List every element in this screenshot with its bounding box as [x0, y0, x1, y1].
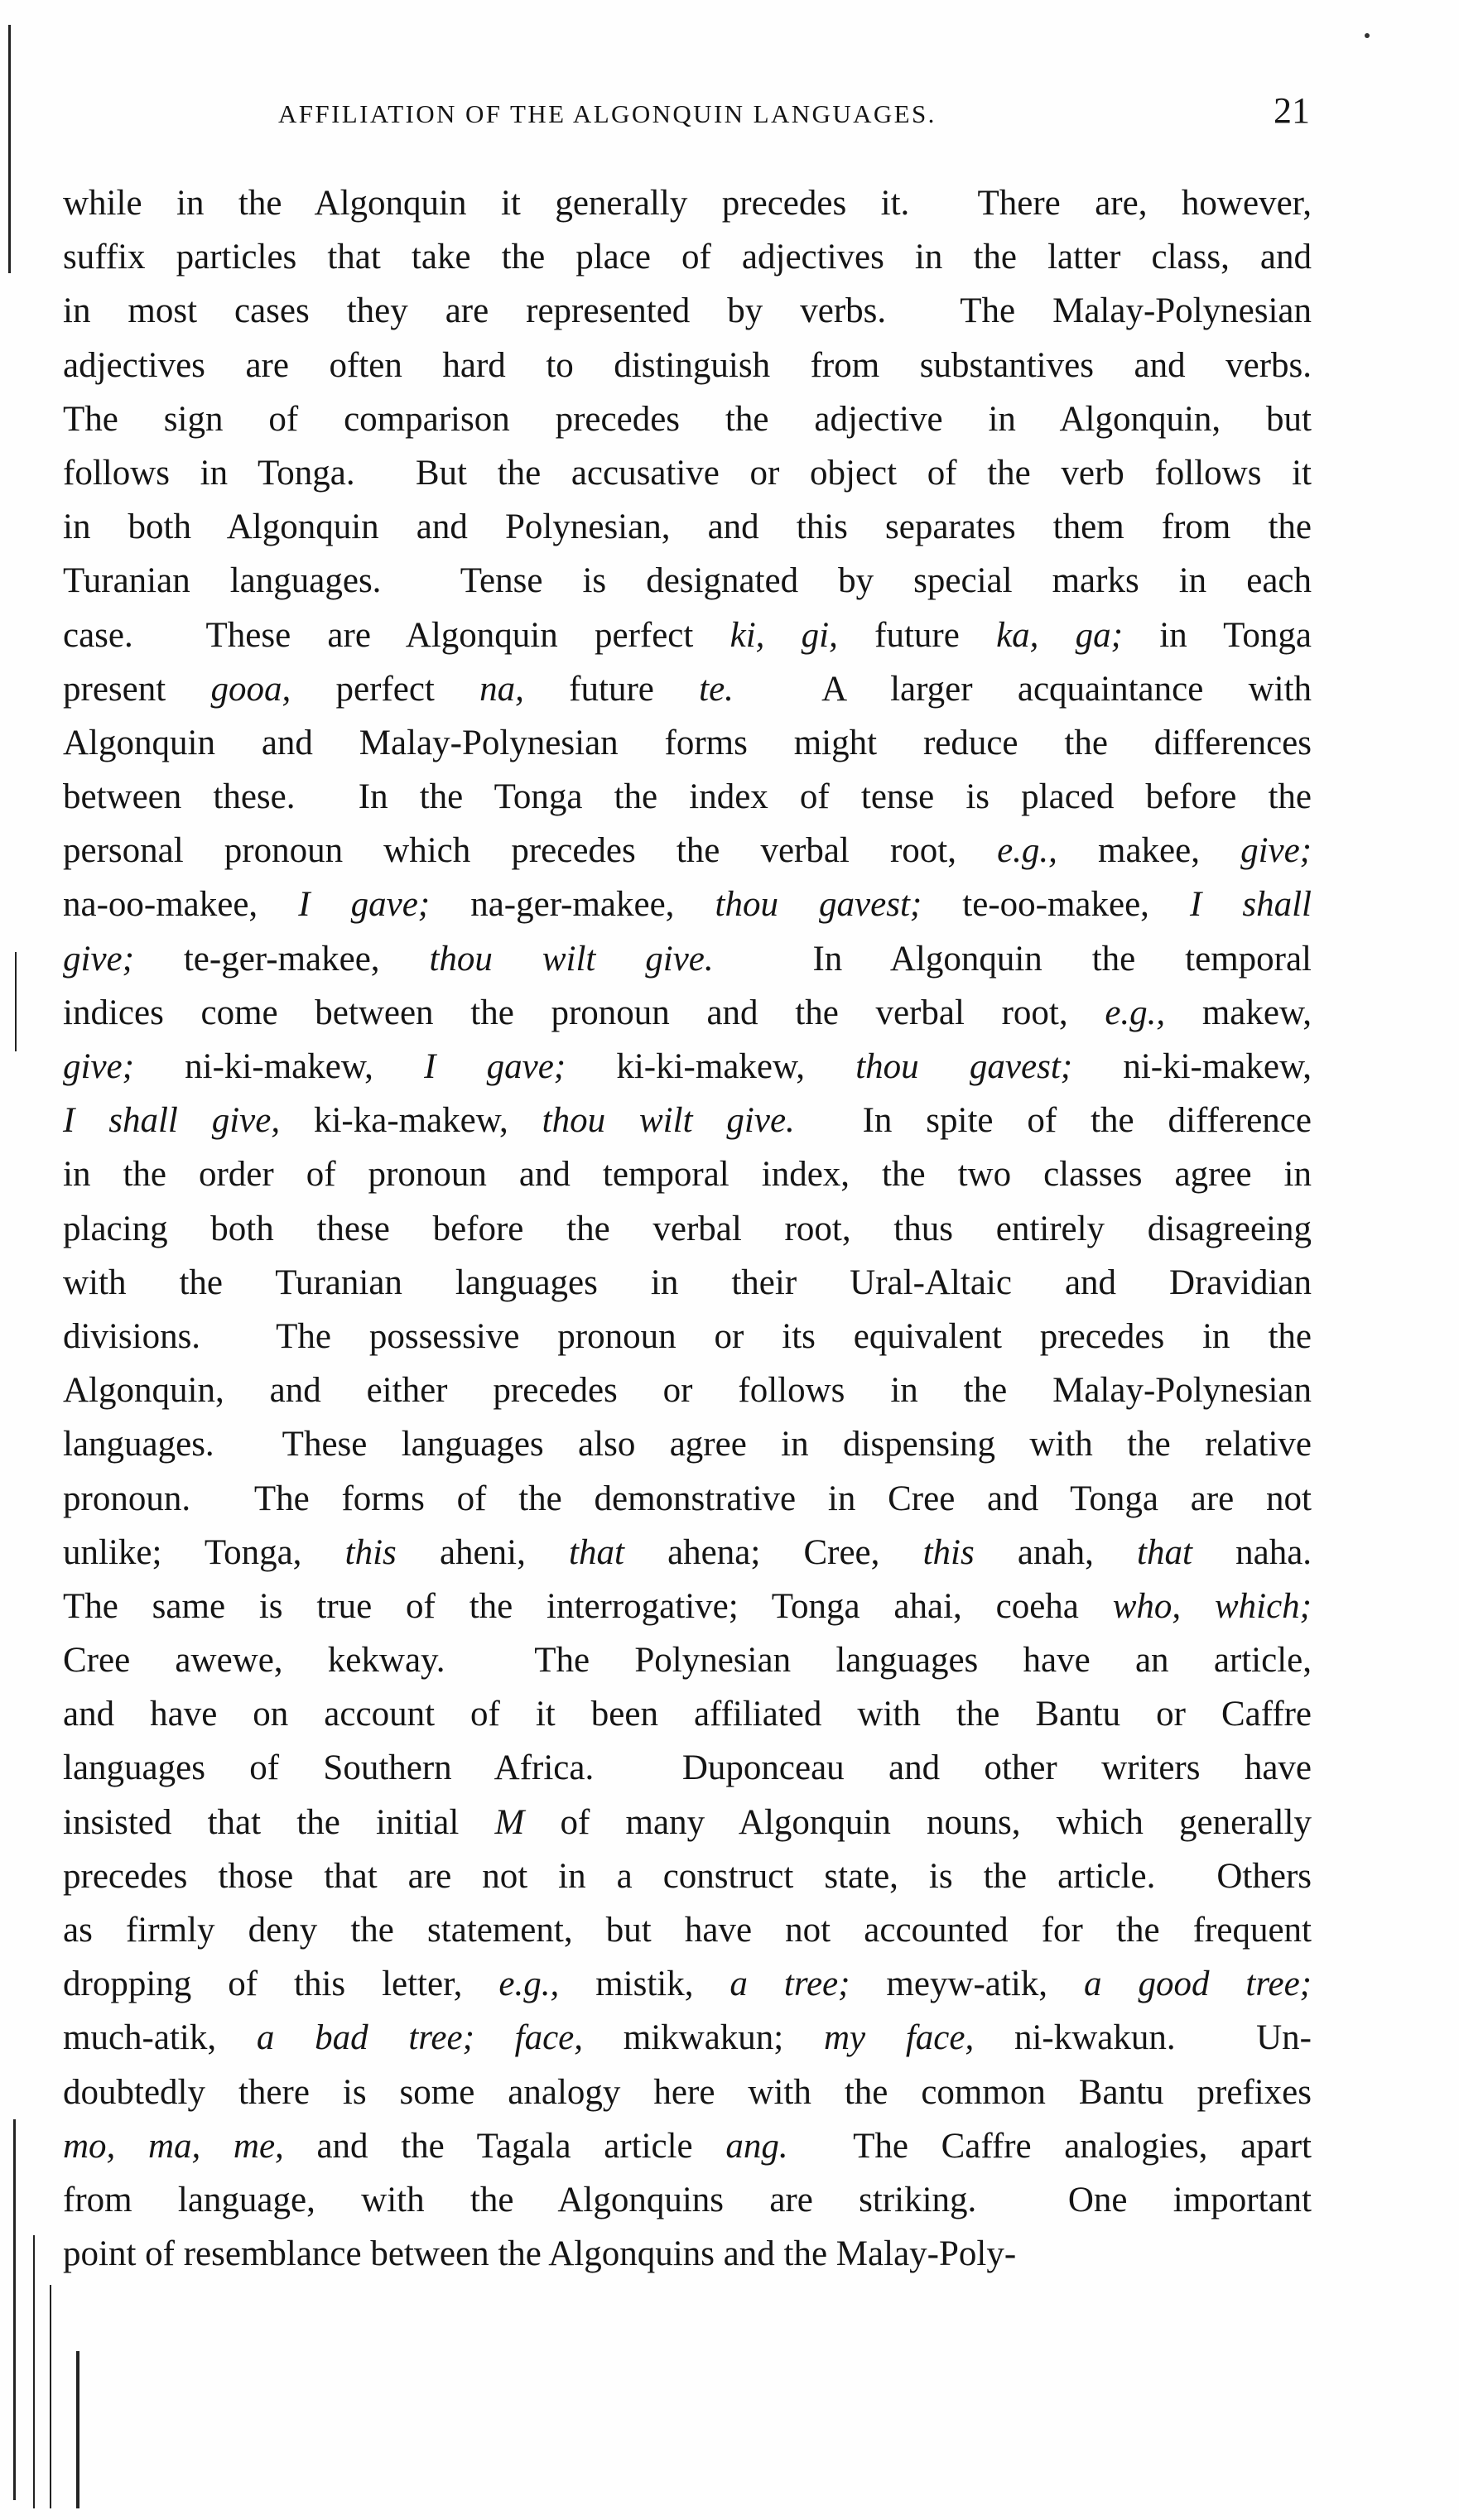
- italic-text-run: gooa,: [210, 669, 291, 709]
- text-line: [63, 1580, 1312, 1633]
- italic-text-run: ang.: [725, 2126, 788, 2166]
- text-run: Turanian languages. Tense is designated by special marks in each: [63, 561, 1312, 601]
- text-line: [63, 1687, 1312, 1741]
- text-run: Algonquin, and either precedes or follows in the Malay-Polynesian: [63, 1371, 1312, 1411]
- text-line: [63, 339, 1312, 392]
- body-text: [63, 176, 1312, 2281]
- italic-text-run: give;: [63, 939, 134, 979]
- text-line: [63, 2227, 1312, 2281]
- italic-text-run: who, which;: [1112, 1586, 1312, 1626]
- text-run: suffix particles that take the place of adjectives in the latter class, and: [63, 238, 1312, 277]
- italic-text-run: I gave;: [424, 1047, 566, 1086]
- italic-text-run: thou gavest;: [715, 885, 922, 925]
- text-run: ni-ki-makew,: [133, 1047, 425, 1086]
- italic-text-run: that: [1137, 1532, 1192, 1572]
- italic-text-run: te.: [699, 669, 734, 709]
- italic-text-run: a good tree;: [1084, 1965, 1312, 2004]
- text-line: [63, 932, 1312, 986]
- text-run: of many Algonquin nouns, which generally: [524, 1802, 1312, 1842]
- italic-text-run: this: [344, 1532, 397, 1572]
- italic-text-run: I shall give,: [63, 1101, 281, 1141]
- text-run: in both Algonquin and Polynesian, and this separates them from the: [63, 507, 1312, 547]
- text-line: [63, 608, 1312, 662]
- text-run: while in the Algonquin it generally precedes it. There are, however,: [63, 184, 1312, 223]
- text-run: and have on account of it been affiliated with the Bantu or Caffre: [63, 1695, 1312, 1734]
- text-line: [63, 230, 1312, 284]
- binding-shadow-line: [76, 2351, 79, 2508]
- text-run: ahena; Cree,: [624, 1532, 923, 1572]
- text-line: [63, 986, 1312, 1040]
- text-run: The sign of comparison precedes the adjective in Algonquin, but: [63, 399, 1312, 439]
- text-line: [63, 2011, 1312, 2065]
- text-line: [63, 1526, 1312, 1580]
- text-run: case. These are Algonquin perfect: [63, 615, 730, 655]
- text-run: na-oo-makee,: [63, 885, 299, 925]
- binding-shadow-line: [8, 25, 11, 273]
- text-run: in most cases they are represented by verbs. The Malay-Polynesian: [63, 291, 1312, 331]
- italic-text-run: my face,: [823, 2018, 975, 2058]
- italic-text-run: ka, ga;: [996, 615, 1123, 655]
- text-run: with the Turanian languages in their Ural-Altaic and Dravidian: [63, 1262, 1312, 1302]
- text-run: languages of Southern Africa. Duponceau and other writers have: [63, 1748, 1312, 1788]
- text-run: between these. In the Tonga the index of tense is placed before the: [63, 777, 1312, 817]
- text-line: [63, 1147, 1312, 1201]
- text-run: Cree awewe, kekway. The Polynesian languages have an article,: [63, 1641, 1312, 1681]
- italic-text-run: give;: [63, 1047, 134, 1086]
- text-run: personal pronoun which precedes the verbal root,: [63, 831, 998, 871]
- text-run: insisted that the initial: [63, 1802, 495, 1842]
- italic-text-run: give;: [1240, 831, 1312, 871]
- text-line: [63, 1094, 1312, 1147]
- binding-shadow-line: [50, 2285, 51, 2508]
- text-run: ni-ki-makew,: [1072, 1047, 1312, 1086]
- text-line: [63, 2066, 1312, 2119]
- text-run: Algonquin and Malay-Polynesian forms might reduce the differences: [63, 723, 1312, 762]
- text-run: divisions. The possessive pronoun or its equivalent precedes in the: [63, 1316, 1312, 1356]
- italic-text-run: e.g.,: [997, 831, 1057, 871]
- text-line: [63, 1363, 1312, 1417]
- text-line: [63, 1417, 1312, 1471]
- text-line: [63, 1310, 1312, 1363]
- text-run: doubtedly there is some analogy here with the common Bantu prefixes: [63, 2072, 1312, 2112]
- ink-speck: [1365, 33, 1370, 38]
- text-line: [63, 1472, 1312, 1526]
- italic-text-run: e.g.,: [1105, 993, 1166, 1032]
- text-line: [63, 662, 1312, 716]
- text-run: as firmly deny the statement, but have not accounted for the frequent: [63, 1911, 1312, 1950]
- text-run: mikwakun;: [583, 2018, 824, 2058]
- italic-text-run: na,: [479, 669, 524, 709]
- text-run: precedes those that are not in a construct state, is the article. Others: [63, 1856, 1312, 1896]
- text-run: in the order of pronoun and temporal index, the two classes agree in: [63, 1155, 1312, 1195]
- italic-text-run: thou gavest;: [855, 1047, 1073, 1086]
- text-run: future: [523, 669, 700, 709]
- italic-text-run: M: [494, 1802, 525, 1842]
- text-run: pronoun. The forms of the demonstrative in Cree and Tonga are not: [63, 1479, 1312, 1518]
- text-run: perfect: [291, 669, 480, 709]
- text-run: and the Tagala article: [283, 2126, 726, 2166]
- text-run: languages. These languages also agree in dispensing with the relative: [63, 1425, 1312, 1464]
- text-run: from language, with the Algonquins are striking. One important: [63, 2180, 1312, 2219]
- italic-text-run: I shall: [1189, 885, 1312, 925]
- text-line: [63, 1957, 1312, 2011]
- text-run: te-oo-makee,: [922, 885, 1190, 925]
- text-line: [63, 716, 1312, 770]
- text-run: naha.: [1192, 1532, 1312, 1572]
- text-line: [63, 1741, 1312, 1795]
- text-line: [63, 1796, 1312, 1849]
- text-line: [63, 2173, 1312, 2227]
- text-run: ki-ki-makew,: [566, 1047, 856, 1086]
- italic-text-run: I gave;: [298, 885, 431, 925]
- text-run: na-ger-makee,: [430, 885, 715, 925]
- text-run: ni-kwakun. Un-: [974, 2018, 1312, 2058]
- text-run: placing both these before the verbal root, thus entirely disagreeing: [63, 1209, 1312, 1248]
- text-run: present: [63, 669, 211, 709]
- text-run: follows in Tonga. But the accusative or object of the verb follows it: [63, 453, 1312, 493]
- text-run: The same is true of the interrogative; Tonga ahai, coeha: [63, 1586, 1113, 1626]
- italic-text-run: this: [922, 1532, 975, 1572]
- text-run: In spite of the difference: [794, 1101, 1312, 1141]
- italic-text-run: a bad tree; face,: [256, 2018, 583, 2058]
- binding-shadow-line: [13, 2119, 16, 2500]
- text-line: [63, 824, 1312, 878]
- text-run: dropping of this letter,: [63, 1965, 499, 2004]
- text-line: [63, 554, 1312, 608]
- page-header: [237, 89, 1310, 139]
- text-run: anah,: [974, 1532, 1138, 1572]
- text-run: te-ger-makee,: [133, 939, 430, 979]
- text-run: indices come between the pronoun and the verbal root,: [63, 993, 1105, 1032]
- text-run: A larger acquaintance with: [733, 669, 1312, 709]
- text-run: ki-ka-makew,: [280, 1101, 542, 1141]
- text-run: meyw-atik,: [850, 1965, 1084, 2004]
- italic-text-run: thou wilt give.: [542, 1101, 795, 1141]
- text-line: [63, 1903, 1312, 1957]
- text-run: unlike; Tonga,: [63, 1532, 345, 1572]
- text-run: point of resemblance between the Algonquins and the Malay-Poly-: [63, 2234, 1017, 2274]
- text-line: [63, 1633, 1312, 1687]
- text-line: [63, 1040, 1312, 1094]
- text-run: In Algonquin the temporal: [713, 939, 1312, 979]
- text-run: mistik,: [559, 1965, 730, 2004]
- text-run: future: [837, 615, 997, 655]
- italic-text-run: ki, gi,: [730, 615, 838, 655]
- text-run: aheni,: [396, 1532, 569, 1572]
- text-line: [63, 1256, 1312, 1310]
- text-line: [63, 1849, 1312, 1903]
- italic-text-run: thou wilt give.: [429, 939, 714, 979]
- italic-text-run: mo, ma, me,: [63, 2126, 284, 2166]
- text-line: [63, 500, 1312, 554]
- text-run: makew,: [1165, 993, 1312, 1032]
- text-line: [63, 1202, 1312, 1256]
- page-number: 21: [1274, 90, 1310, 131]
- text-line: [63, 446, 1312, 500]
- text-run: much-atik,: [63, 2018, 257, 2058]
- text-run: in Tonga: [1122, 615, 1312, 655]
- italic-text-run: that: [569, 1532, 624, 1572]
- text-run: The Caffre analogies, apart: [787, 2126, 1312, 2166]
- text-line: [63, 176, 1312, 230]
- text-line: [63, 284, 1312, 338]
- text-line: [63, 878, 1312, 931]
- binding-shadow-line: [15, 952, 17, 1051]
- text-run: makee,: [1057, 831, 1241, 871]
- running-title: AFFILIATION OF THE ALGONQUIN LANGUAGES.: [278, 99, 937, 128]
- italic-text-run: a tree;: [730, 1965, 850, 2004]
- binding-shadow-line: [33, 2235, 35, 2508]
- italic-text-run: e.g.,: [498, 1965, 560, 2004]
- text-line: [63, 770, 1312, 824]
- text-run: adjectives are often hard to distinguish from substantives and verbs.: [63, 345, 1312, 385]
- text-line: [63, 392, 1312, 446]
- text-line: [63, 2119, 1312, 2173]
